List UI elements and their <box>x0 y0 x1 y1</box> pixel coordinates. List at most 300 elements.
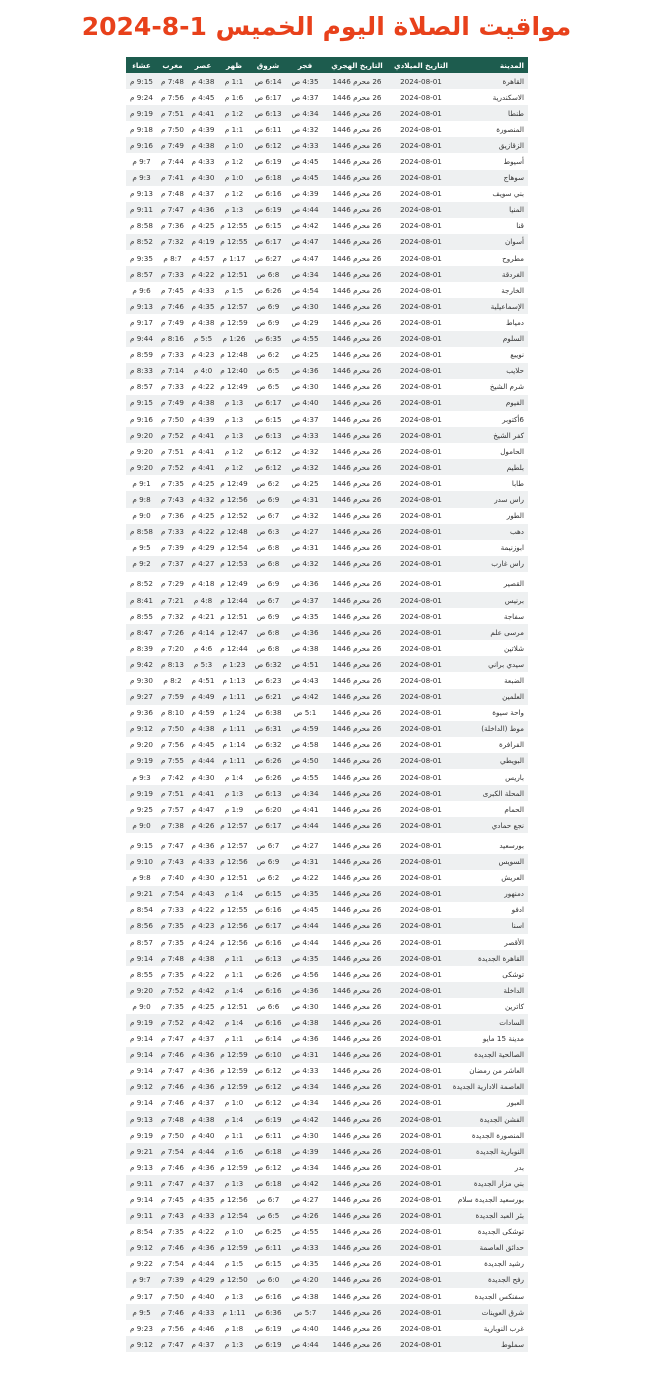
cell-gregorian: 2024-08-01 <box>390 137 452 153</box>
cell-city: مرسى علم <box>452 624 528 640</box>
cell-fajr: 4:29 ص <box>286 314 324 330</box>
cell-fajr: 4:50 ص <box>286 753 324 769</box>
cell-isha: 9:5 م <box>126 540 157 556</box>
cell-sunrise: 6:12 ص <box>250 459 286 475</box>
cell-sunrise: 6:9 ص <box>250 298 286 314</box>
cell-gregorian: 2024-08-01 <box>390 266 452 282</box>
cell-maghrib: 7:43 م <box>157 491 188 507</box>
cell-fajr: 4:42 ص <box>286 1175 324 1191</box>
cell-sunrise: 6:31 ص <box>250 721 286 737</box>
cell-isha: 9:19 م <box>126 105 157 121</box>
cell-maghrib: 7:47 م <box>157 1175 188 1191</box>
cell-gregorian: 2024-08-01 <box>390 121 452 137</box>
cell-asr: 4:36 م <box>188 1240 218 1256</box>
cell-asr: 4:41 م <box>188 785 218 801</box>
table-row <box>126 1143 528 1159</box>
cell-asr: 4:21 م <box>188 608 218 624</box>
table-row <box>126 347 528 363</box>
table-row <box>126 870 528 886</box>
cell-fajr: 4:20 ص <box>286 1272 324 1288</box>
cell-gregorian: 2024-08-01 <box>390 491 452 507</box>
cell-fajr: 4:33 ص <box>286 427 324 443</box>
cell-fajr: 4:45 ص <box>286 153 324 169</box>
cell-hijri: 26 محرم 1446 <box>324 982 390 998</box>
cell-city: شرم الشيخ <box>452 379 528 395</box>
cell-asr: 4:30 م <box>188 170 218 186</box>
cell-hijri: 26 محرم 1446 <box>324 331 390 347</box>
cell-sunrise: 6:17 ص <box>250 918 286 934</box>
cell-dhuhr: 12:52 م <box>218 508 250 524</box>
cell-maghrib: 7:46 م <box>157 1304 188 1320</box>
cell-fajr: 4:32 ص <box>286 121 324 137</box>
cell-city: مدينة 15 مايو <box>452 1031 528 1047</box>
cell-city: توشكى الجديدة <box>452 1224 528 1240</box>
cell-dhuhr: 1:1 م <box>218 73 250 89</box>
cell-gregorian: 2024-08-01 <box>390 1256 452 1272</box>
cell-maghrib: 7:29 م <box>157 574 188 592</box>
cell-isha: 9:20 م <box>126 459 157 475</box>
cell-gregorian: 2024-08-01 <box>390 1047 452 1063</box>
cell-city: حدائق العاصمة <box>452 1240 528 1256</box>
cell-asr: 4:37 م <box>188 186 218 202</box>
cell-gregorian: 2024-08-01 <box>390 298 452 314</box>
cell-dhuhr: 12:49 م <box>218 379 250 395</box>
table-row <box>126 298 528 314</box>
cell-fajr: 4:59 ص <box>286 721 324 737</box>
cell-city: الطور <box>452 508 528 524</box>
cell-maghrib: 7:42 م <box>157 769 188 785</box>
table-row <box>126 1014 528 1030</box>
cell-dhuhr: 1:3 م <box>218 411 250 427</box>
cell-asr: 4:38 م <box>188 395 218 411</box>
cell-asr: 4:41 م <box>188 443 218 459</box>
cell-gregorian: 2024-08-01 <box>390 1272 452 1288</box>
cell-fajr: 4:45 ص <box>286 170 324 186</box>
cell-gregorian: 2024-08-01 <box>390 540 452 556</box>
table-row <box>126 89 528 105</box>
cell-city: القاهرة <box>452 73 528 89</box>
cell-sunrise: 6:2 ص <box>250 870 286 886</box>
cell-fajr: 4:51 ص <box>286 656 324 672</box>
cell-isha: 9:7 م <box>126 153 157 169</box>
cell-asr: 4:14 م <box>188 624 218 640</box>
cell-hijri: 26 محرم 1446 <box>324 1208 390 1224</box>
cell-maghrib: 7:35 م <box>157 475 188 491</box>
cell-maghrib: 7:56 م <box>157 737 188 753</box>
table-row <box>126 934 528 950</box>
cell-hijri: 26 محرم 1446 <box>324 170 390 186</box>
cell-maghrib: 7:54 م <box>157 1143 188 1159</box>
cell-city: البويطي <box>452 753 528 769</box>
cell-city: رفح الجديدة <box>452 1272 528 1288</box>
cell-fajr: 4:33 ص <box>286 1063 324 1079</box>
cell-gregorian: 2024-08-01 <box>390 608 452 624</box>
cell-isha: 9:19 م <box>126 753 157 769</box>
cell-gregorian: 2024-08-01 <box>390 395 452 411</box>
header-dhuhr: ظهر <box>218 57 250 73</box>
cell-sunrise: 6:13 ص <box>250 105 286 121</box>
cell-city: العبور <box>452 1095 528 1111</box>
cell-fajr: 4:38 ص <box>286 1014 324 1030</box>
cell-maghrib: 7:39 م <box>157 1272 188 1288</box>
cell-isha: 9:44 م <box>126 331 157 347</box>
table-row <box>126 1047 528 1063</box>
table-row <box>126 282 528 298</box>
cell-gregorian: 2024-08-01 <box>390 769 452 785</box>
cell-hijri: 26 محرم 1446 <box>324 1111 390 1127</box>
cell-hijri: 26 محرم 1446 <box>324 379 390 395</box>
cell-hijri: 26 محرم 1446 <box>324 347 390 363</box>
cell-maghrib: 7:33 م <box>157 266 188 282</box>
cell-maghrib: 7:49 م <box>157 137 188 153</box>
cell-fajr: 4:55 ص <box>286 331 324 347</box>
table-row <box>126 918 528 934</box>
cell-asr: 4:30 م <box>188 769 218 785</box>
cell-fajr: 4:33 ص <box>286 1240 324 1256</box>
cell-city: الإسماعيلية <box>452 298 528 314</box>
cell-isha: 9:12 م <box>126 721 157 737</box>
cell-gregorian: 2024-08-01 <box>390 1336 452 1352</box>
cell-city: العريش <box>452 870 528 886</box>
cell-asr: 4:51 م <box>188 672 218 688</box>
cell-gregorian: 2024-08-01 <box>390 1127 452 1143</box>
cell-gregorian: 2024-08-01 <box>390 737 452 753</box>
cell-gregorian: 2024-08-01 <box>390 331 452 347</box>
cell-asr: 4:38 م <box>188 73 218 89</box>
cell-asr: 4:22 م <box>188 524 218 540</box>
cell-asr: 4:57 م <box>188 250 218 266</box>
cell-gregorian: 2024-08-01 <box>390 1031 452 1047</box>
header-gregorian: التاريخ الميلادي <box>390 57 452 73</box>
cell-fajr: 4:44 ص <box>286 817 324 835</box>
table-row <box>126 137 528 153</box>
cell-maghrib: 7:39 م <box>157 540 188 556</box>
cell-isha: 9:14 م <box>126 950 157 966</box>
cell-maghrib: 7:50 م <box>157 1127 188 1143</box>
cell-asr: 4:25 م <box>188 508 218 524</box>
cell-dhuhr: 1:11 م <box>218 753 250 769</box>
page-title: مواقيت الصلاة اليوم الخميس 1-8-2024 <box>81 12 572 41</box>
cell-city: سفاجة <box>452 608 528 624</box>
cell-sunrise: 6:7 ص <box>250 1191 286 1207</box>
cell-fajr: 4:25 ص <box>286 475 324 491</box>
cell-hijri: 26 محرم 1446 <box>324 624 390 640</box>
cell-dhuhr: 12:59 م <box>218 314 250 330</box>
header-maghrib: مغرب <box>157 57 188 73</box>
cell-maghrib: 8:7 م <box>157 250 188 266</box>
table-row <box>126 379 528 395</box>
cell-hijri: 26 محرم 1446 <box>324 640 390 656</box>
cell-maghrib: 7:45 م <box>157 282 188 298</box>
cell-hijri: 26 محرم 1446 <box>324 411 390 427</box>
cell-city: مطروح <box>452 250 528 266</box>
cell-isha: 9:19 م <box>126 1014 157 1030</box>
cell-asr: 4:39 م <box>188 121 218 137</box>
cell-city: المنيا <box>452 202 528 218</box>
table-row <box>126 1320 528 1336</box>
cell-isha: 8:39 م <box>126 640 157 656</box>
cell-hijri: 26 محرم 1446 <box>324 1288 390 1304</box>
table-row <box>126 1159 528 1175</box>
cell-isha: 9:24 م <box>126 89 157 105</box>
cell-asr: 4:38 م <box>188 314 218 330</box>
cell-hijri: 26 محرم 1446 <box>324 753 390 769</box>
table-row <box>126 411 528 427</box>
cell-maghrib: 7:56 م <box>157 1320 188 1336</box>
cell-gregorian: 2024-08-01 <box>390 672 452 688</box>
cell-hijri: 26 محرم 1446 <box>324 870 390 886</box>
cell-isha: 8:56 م <box>126 918 157 934</box>
cell-asr: 4:33 م <box>188 153 218 169</box>
table-row <box>126 508 528 524</box>
cell-isha: 9:17 م <box>126 1288 157 1304</box>
cell-city: الفرافرة <box>452 737 528 753</box>
cell-maghrib: 7:21 م <box>157 592 188 608</box>
cell-dhuhr: 1:8 م <box>218 1320 250 1336</box>
cell-asr: 4:6 م <box>188 640 218 656</box>
cell-dhuhr: 1:6 م <box>218 89 250 105</box>
cell-city: الحامول <box>452 443 528 459</box>
table-row <box>126 640 528 656</box>
cell-dhuhr: 12:55 م <box>218 234 250 250</box>
cell-dhuhr: 1:4 م <box>218 1111 250 1127</box>
table-row <box>126 1304 528 1320</box>
cell-hijri: 26 محرم 1446 <box>324 186 390 202</box>
cell-isha: 8:47 م <box>126 624 157 640</box>
cell-gregorian: 2024-08-01 <box>390 1288 452 1304</box>
cell-maghrib: 7:14 م <box>157 363 188 379</box>
cell-isha: 9:3 م <box>126 769 157 785</box>
cell-fajr: 4:35 ص <box>286 608 324 624</box>
cell-sunrise: 6:5 ص <box>250 363 286 379</box>
cell-hijri: 26 محرم 1446 <box>324 656 390 672</box>
cell-asr: 4:44 م <box>188 753 218 769</box>
cell-isha: 8:54 م <box>126 902 157 918</box>
cell-hijri: 26 محرم 1446 <box>324 153 390 169</box>
cell-sunrise: 6:17 ص <box>250 395 286 411</box>
table-row <box>126 73 528 89</box>
cell-gregorian: 2024-08-01 <box>390 218 452 234</box>
cell-asr: 4:22 م <box>188 1224 218 1240</box>
table-row <box>126 801 528 817</box>
cell-sunrise: 6:18 ص <box>250 170 286 186</box>
cell-maghrib: 7:55 م <box>157 753 188 769</box>
table-row <box>126 314 528 330</box>
table-row <box>126 656 528 672</box>
cell-city: دمياط <box>452 314 528 330</box>
cell-asr: 4:37 م <box>188 1031 218 1047</box>
cell-gregorian: 2024-08-01 <box>390 153 452 169</box>
cell-isha: 9:11 م <box>126 1208 157 1224</box>
cell-gregorian: 2024-08-01 <box>390 721 452 737</box>
cell-hijri: 26 محرم 1446 <box>324 202 390 218</box>
table-row <box>126 363 528 379</box>
cell-gregorian: 2024-08-01 <box>390 250 452 266</box>
cell-isha: 9:12 م <box>126 1336 157 1352</box>
cell-dhuhr: 12:44 م <box>218 592 250 608</box>
cell-hijri: 26 محرم 1446 <box>324 1031 390 1047</box>
cell-asr: 4:35 م <box>188 1191 218 1207</box>
cell-isha: 9:19 م <box>126 785 157 801</box>
cell-dhuhr: 1:1 م <box>218 966 250 982</box>
cell-dhuhr: 1:24 م <box>218 705 250 721</box>
table-row <box>126 1031 528 1047</box>
cell-hijri: 26 محرم 1446 <box>324 556 390 574</box>
table-row <box>126 1288 528 1304</box>
cell-dhuhr: 1:3 م <box>218 785 250 801</box>
cell-asr: 4:23 م <box>188 347 218 363</box>
cell-isha: 9:20 م <box>126 427 157 443</box>
cell-city: العلمين <box>452 689 528 705</box>
cell-sunrise: 6:21 ص <box>250 689 286 705</box>
table-row <box>126 1079 528 1095</box>
cell-maghrib: 7:46 م <box>157 1240 188 1256</box>
cell-hijri: 26 محرم 1446 <box>324 1095 390 1111</box>
cell-sunrise: 6:25 ص <box>250 1224 286 1240</box>
table-row <box>126 266 528 282</box>
cell-asr: 4:33 م <box>188 282 218 298</box>
cell-sunrise: 6:8 ص <box>250 266 286 282</box>
cell-city: واحة سيوة <box>452 705 528 721</box>
cell-city: أسيوط <box>452 153 528 169</box>
cell-city: نويبع <box>452 347 528 363</box>
cell-asr: 4:38 م <box>188 721 218 737</box>
cell-maghrib: 7:50 م <box>157 1288 188 1304</box>
cell-isha: 9:27 م <box>126 689 157 705</box>
cell-isha: 9:0 م <box>126 817 157 835</box>
cell-hijri: 26 محرم 1446 <box>324 902 390 918</box>
cell-isha: 8:33 م <box>126 363 157 379</box>
cell-isha: 9:10 م <box>126 854 157 870</box>
cell-gregorian: 2024-08-01 <box>390 753 452 769</box>
cell-hijri: 26 محرم 1446 <box>324 1159 390 1175</box>
cell-fajr: 4:34 ص <box>286 785 324 801</box>
cell-hijri: 26 محرم 1446 <box>324 427 390 443</box>
table-row <box>126 785 528 801</box>
cell-isha: 9:15 م <box>126 73 157 89</box>
cell-fajr: 4:44 ص <box>286 934 324 950</box>
cell-sunrise: 6:6 ص <box>250 998 286 1014</box>
cell-fajr: 4:45 ص <box>286 902 324 918</box>
cell-hijri: 26 محرم 1446 <box>324 737 390 753</box>
cell-dhuhr: 1:4 م <box>218 1014 250 1030</box>
cell-gregorian: 2024-08-01 <box>390 1175 452 1191</box>
cell-gregorian: 2024-08-01 <box>390 475 452 491</box>
cell-maghrib: 7:43 م <box>157 1208 188 1224</box>
cell-dhuhr: 1:1 م <box>218 1127 250 1143</box>
cell-sunrise: 6:9 ص <box>250 491 286 507</box>
cell-asr: 4:29 م <box>188 1272 218 1288</box>
cell-maghrib: 7:51 م <box>157 105 188 121</box>
cell-fajr: 4:42 ص <box>286 689 324 705</box>
cell-isha: 9:17 م <box>126 314 157 330</box>
cell-sunrise: 6:11 ص <box>250 1127 286 1143</box>
cell-dhuhr: 1:13 م <box>218 672 250 688</box>
cell-fajr: 4:55 ص <box>286 1224 324 1240</box>
cell-fajr: 4:34 ص <box>286 1079 324 1095</box>
cell-isha: 8:55 م <box>126 966 157 982</box>
cell-asr: 4:36 م <box>188 1159 218 1175</box>
cell-gregorian: 2024-08-01 <box>390 1079 452 1095</box>
cell-maghrib: 7:47 م <box>157 1031 188 1047</box>
table-row <box>126 705 528 721</box>
cell-fajr: 4:34 ص <box>286 1159 324 1175</box>
table-row <box>126 721 528 737</box>
cell-fajr: 4:36 ص <box>286 1031 324 1047</box>
cell-sunrise: 6:27 ص <box>250 250 286 266</box>
cell-dhuhr: 1:4 م <box>218 886 250 902</box>
header-sunrise: شروق <box>250 57 286 73</box>
cell-sunrise: 6:14 ص <box>250 1031 286 1047</box>
table-row <box>126 902 528 918</box>
cell-city: العاشر من رمضان <box>452 1063 528 1079</box>
cell-asr: 4:33 م <box>188 1304 218 1320</box>
cell-asr: 4:36 م <box>188 1047 218 1063</box>
cell-sunrise: 6:18 ص <box>250 1143 286 1159</box>
header-fajr: فجر <box>286 57 324 73</box>
cell-dhuhr: 1:11 م <box>218 721 250 737</box>
table-header <box>126 57 528 73</box>
cell-sunrise: 6:16 ص <box>250 186 286 202</box>
cell-city: الفشن الجديدة <box>452 1111 528 1127</box>
cell-maghrib: 7:50 م <box>157 121 188 137</box>
cell-fajr: 4:27 ص <box>286 835 324 853</box>
cell-sunrise: 6:35 ص <box>250 331 286 347</box>
cell-sunrise: 6:0 ص <box>250 1272 286 1288</box>
cell-maghrib: 7:52 م <box>157 459 188 475</box>
cell-hijri: 26 محرم 1446 <box>324 1014 390 1030</box>
cell-isha: 9:3 م <box>126 170 157 186</box>
cell-maghrib: 7:48 م <box>157 950 188 966</box>
cell-fajr: 4:58 ص <box>286 737 324 753</box>
cell-isha: 9:42 م <box>126 656 157 672</box>
cell-sunrise: 6:2 ص <box>250 347 286 363</box>
cell-asr: 4:25 م <box>188 475 218 491</box>
cell-city: المنصورة الجديدة <box>452 1127 528 1143</box>
cell-city: السادات <box>452 1014 528 1030</box>
cell-hijri: 26 محرم 1446 <box>324 234 390 250</box>
cell-dhuhr: 1:3 م <box>218 1336 250 1352</box>
cell-hijri: 26 محرم 1446 <box>324 1336 390 1352</box>
cell-dhuhr: 1:6 م <box>218 1143 250 1159</box>
cell-gregorian: 2024-08-01 <box>390 624 452 640</box>
cell-fajr: 4:32 ص <box>286 443 324 459</box>
cell-hijri: 26 محرم 1446 <box>324 966 390 982</box>
cell-asr: 4:40 م <box>188 1288 218 1304</box>
cell-sunrise: 6:9 ص <box>250 854 286 870</box>
cell-asr: 4:27 م <box>188 556 218 574</box>
cell-sunrise: 6:16 ص <box>250 902 286 918</box>
cell-gregorian: 2024-08-01 <box>390 379 452 395</box>
cell-maghrib: 7:33 م <box>157 347 188 363</box>
cell-asr: 4:22 م <box>188 902 218 918</box>
cell-fajr: 4:37 ص <box>286 411 324 427</box>
cell-hijri: 26 محرم 1446 <box>324 918 390 934</box>
cell-fajr: 4:34 ص <box>286 105 324 121</box>
cell-dhuhr: 12:59 م <box>218 1159 250 1175</box>
cell-maghrib: 7:35 م <box>157 934 188 950</box>
cell-maghrib: 7:48 م <box>157 73 188 89</box>
cell-isha: 9:11 م <box>126 202 157 218</box>
cell-asr: 4:59 م <box>188 705 218 721</box>
cell-maghrib: 7:35 م <box>157 966 188 982</box>
cell-city: دهب <box>452 524 528 540</box>
cell-hijri: 26 محرم 1446 <box>324 508 390 524</box>
cell-dhuhr: 12:44 م <box>218 640 250 656</box>
cell-asr: 4:35 م <box>188 298 218 314</box>
cell-hijri: 26 محرم 1446 <box>324 721 390 737</box>
cell-gregorian: 2024-08-01 <box>390 1111 452 1127</box>
